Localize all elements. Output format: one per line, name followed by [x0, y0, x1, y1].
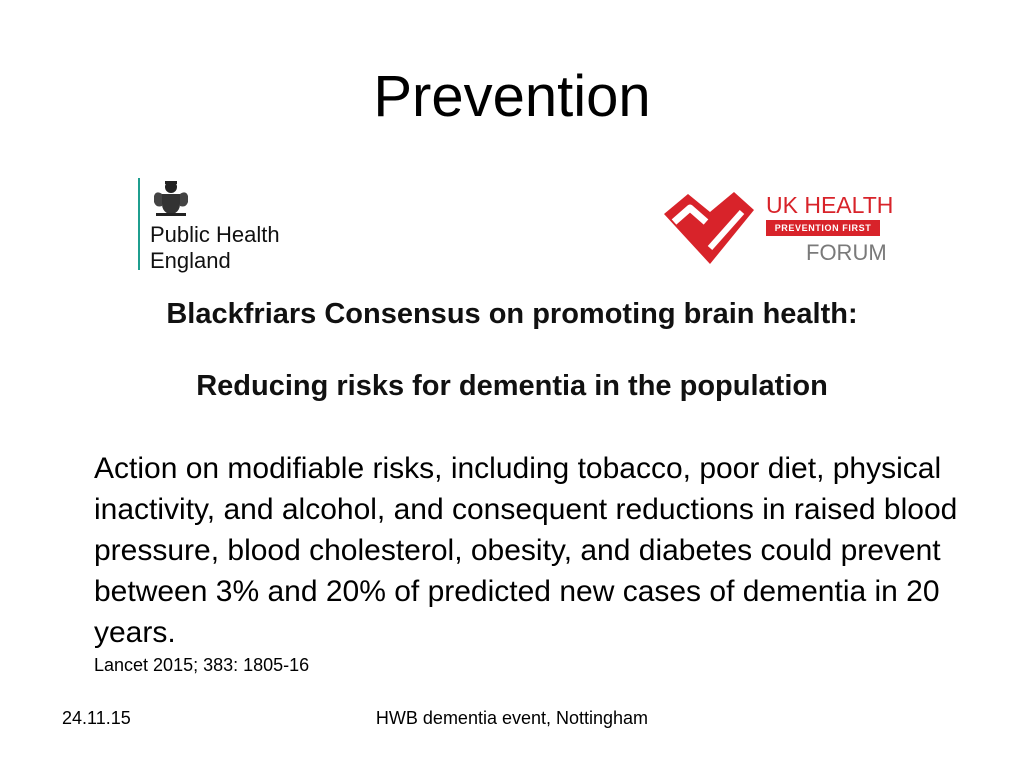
footer-date: 24.11.15	[62, 708, 131, 728]
headline-reducing-risks: Reducing risks for dementia in the population	[196, 370, 828, 402]
public-health-england-logo	[136, 176, 306, 272]
logo-divider-rule	[138, 178, 140, 270]
phe-line-2: England	[150, 248, 231, 273]
ukhf-band-text: PREVENTION FIRST	[766, 220, 880, 236]
phe-line-1: Public Health	[150, 222, 280, 247]
headline-consensus: Blackfriars Consensus on promoting brain health:	[166, 298, 858, 330]
uk-health-forum-logo	[660, 188, 894, 270]
citation: Lancet 2015; 383: 1805-16	[94, 655, 310, 675]
heart-ribbon-icon	[660, 188, 760, 268]
royal-crest-icon	[150, 178, 192, 218]
body-paragraph: Action on modifiable risks, including tobacco, poor diet, physical inactivity, and alcohol, and consequent reductions in raised blood pressure, blood cholesterol, obesity, and diabetes could prevent between 3% and 20% of predicted new cases of dementia in 20 years.	[94, 452, 958, 649]
slide-title: Prevention	[373, 64, 651, 129]
ukhf-bottom-text: FORUM	[806, 240, 887, 265]
ukhf-top-text: UK HEALTH	[766, 192, 894, 218]
phe-wordmark	[150, 222, 280, 274]
footer-event: HWB dementia event, Nottingham	[375, 708, 649, 728]
